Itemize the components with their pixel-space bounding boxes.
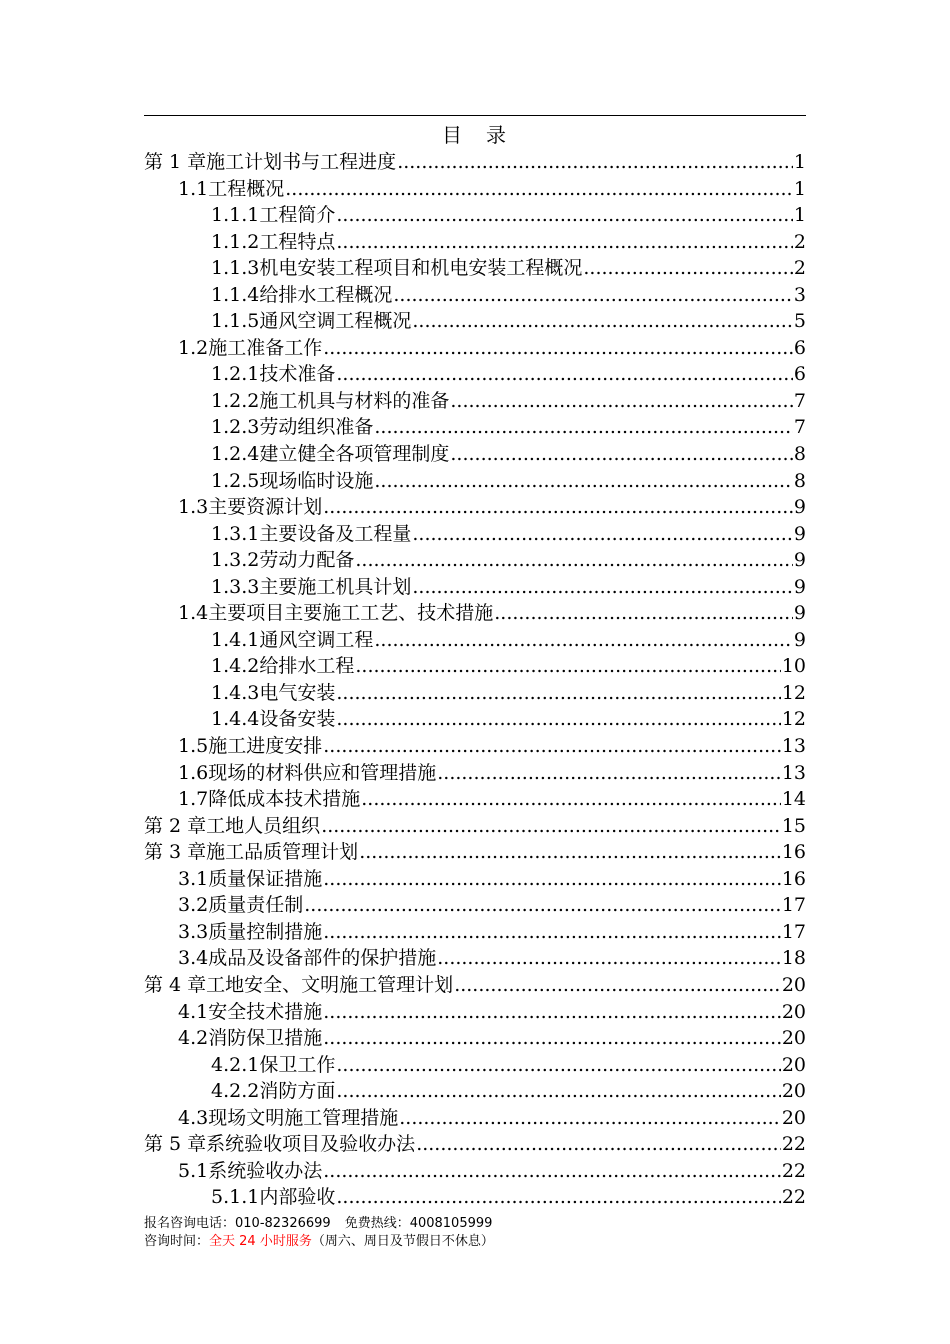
toc-entry-number: 1.4.4 <box>211 708 260 731</box>
toc-entry-title: 工程简介 <box>259 204 336 227</box>
toc-entry-title: 给排水工程概况 <box>259 283 393 306</box>
toc-entry-title: 现场文明施工管理措施 <box>208 1106 399 1129</box>
toc-dot-leader <box>321 813 781 840</box>
toc-entry-number: 1.7 <box>178 788 209 811</box>
toc-dot-leader <box>323 919 781 946</box>
toc-entry-title: 质量责任制 <box>208 894 304 917</box>
toc-entry-number: 1.2.3 <box>211 416 260 439</box>
header-rule <box>144 115 806 116</box>
toc-entry-number: 1.1 <box>178 177 209 200</box>
toc-entry-page: 2 <box>793 257 806 280</box>
toc-entry-title: 施工机具与材料的准备 <box>259 389 450 412</box>
toc-entry-number: 1.1.2 <box>211 230 260 253</box>
toc-dot-leader <box>323 494 793 521</box>
toc-entry-number: 第 2 章 <box>144 814 207 837</box>
toc-entry-page: 9 <box>793 575 806 598</box>
toc-entry[interactable] <box>144 999 806 1026</box>
toc-dot-leader <box>450 441 793 468</box>
toc-dot-leader <box>397 149 793 176</box>
toc-entry-page: 1 <box>793 151 806 173</box>
toc-entry-title: 建立健全各项管理制度 <box>259 443 450 466</box>
toc-entry-page: 16 <box>781 867 806 890</box>
toc-entry-number: 5.1 <box>178 1159 209 1182</box>
hours-highlight: 全天 24 小时服务 <box>209 1234 312 1249</box>
toc-entry-page: 1 <box>793 204 806 227</box>
toc-entry[interactable] <box>144 627 806 654</box>
toc-entry-number: 1.6 <box>178 761 209 784</box>
toc-entry-title: 技术准备 <box>259 363 336 386</box>
toc-entry-page: 9 <box>793 628 806 651</box>
toc-dot-leader <box>374 414 793 441</box>
toc-entry-page: 22 <box>781 1186 806 1209</box>
toc-dot-leader <box>399 1105 781 1132</box>
toc-entry-number: 4.1 <box>178 1000 209 1023</box>
toc-dot-leader <box>494 600 793 627</box>
toc-entry[interactable] <box>144 335 806 362</box>
toc-entry[interactable] <box>144 892 806 919</box>
toc-entry-title: 工地人员组织 <box>206 814 321 837</box>
toc-entry-title: 主要施工机具计划 <box>259 575 412 598</box>
toc-entry-page: 9 <box>793 602 806 625</box>
toc-entry-page: 8 <box>793 443 806 466</box>
toc-entry-title: 成品及设备部件的保护措施 <box>208 947 437 970</box>
toc-dot-leader <box>323 335 793 362</box>
toc-entry-number: 1.2.4 <box>211 443 260 466</box>
toc-entry-number: 1.1.3 <box>211 257 260 280</box>
toc-entry[interactable] <box>144 653 806 680</box>
toc-entry-page: 12 <box>781 708 806 731</box>
toc-dot-leader <box>323 1158 781 1185</box>
toc-dot-leader <box>323 733 781 760</box>
toc-entry[interactable] <box>144 760 806 787</box>
toc-entry-number: 第 4 章 <box>144 973 207 996</box>
toc-entry[interactable] <box>144 1025 806 1052</box>
toc-entry-title: 工地安全、文明施工管理计划 <box>206 973 454 996</box>
toc-dot-leader <box>323 999 781 1026</box>
toc-entry-number: 1.2 <box>178 336 209 359</box>
toc-entry-page: 20 <box>781 1053 806 1076</box>
toc-entry-number: 第 3 章 <box>144 841 207 864</box>
toc-entry-title: 工程概况 <box>208 177 285 200</box>
footer-hours-line <box>144 1233 806 1251</box>
toc-entry-number: 1.3.2 <box>211 549 260 572</box>
toc-entry-page: 20 <box>781 1027 806 1050</box>
toc-entry-page: 9 <box>793 549 806 572</box>
toc-entry-number: 1.5 <box>178 735 209 758</box>
toc-entry[interactable] <box>144 441 806 468</box>
toc-entry-title: 工程特点 <box>259 230 336 253</box>
toc-entry-page: 20 <box>781 1000 806 1023</box>
toc-dot-leader <box>393 282 793 309</box>
toc-entry-page: 3 <box>793 283 806 306</box>
toc-dot-leader <box>336 229 793 256</box>
toc-entry[interactable] <box>144 866 806 893</box>
toc-dot-leader <box>437 760 781 787</box>
toc-entry-page: 8 <box>793 469 806 492</box>
toc-entry-title: 劳动组织准备 <box>259 416 374 439</box>
hotline-number: 4008105999 <box>409 1216 493 1231</box>
toc-entry-number: 1.2.1 <box>211 363 260 386</box>
toc-entry-title: 质量保证措施 <box>208 867 323 890</box>
toc-entry-page: 6 <box>793 336 806 359</box>
toc-entry-title: 主要资源计划 <box>208 496 323 519</box>
toc-entry-number: 3.1 <box>178 867 209 890</box>
toc-entry[interactable] <box>144 574 806 601</box>
toc-entry-number: 1.3 <box>178 496 209 519</box>
toc-entry[interactable] <box>144 813 806 840</box>
toc-dot-leader <box>412 308 793 335</box>
toc-dot-leader <box>374 468 793 495</box>
toc-entry-page: 13 <box>781 761 806 784</box>
toc-entry[interactable] <box>144 945 806 972</box>
toc-entry-title: 机电安装工程项目和机电安装工程概况 <box>259 257 583 280</box>
toc-entry-page: 9 <box>793 496 806 519</box>
toc-entry-page: 20 <box>781 973 806 996</box>
toc-entry[interactable] <box>144 1131 806 1158</box>
toc-entry[interactable] <box>144 176 806 203</box>
toc-entry-title: 质量控制措施 <box>208 920 323 943</box>
toc-entry[interactable] <box>144 149 806 176</box>
hotline-label: 免费热线： <box>344 1216 410 1231</box>
toc-entry[interactable] <box>144 680 806 707</box>
toc-entry-page: 20 <box>781 1080 806 1103</box>
toc-entry-number: 第 5 章 <box>144 1133 207 1156</box>
toc-entry-number: 1.1.1 <box>211 204 260 227</box>
toc-dot-leader <box>361 786 781 813</box>
toc-entry[interactable] <box>144 282 806 309</box>
toc-entry-title: 施工进度安排 <box>208 735 323 758</box>
toc-dot-leader <box>336 361 793 388</box>
toc-entry-number: 1.2.5 <box>211 469 260 492</box>
toc-entry-page: 20 <box>781 1106 806 1129</box>
toc-entry[interactable] <box>144 1105 806 1132</box>
toc-entry-title: 内部验收 <box>259 1186 336 1209</box>
toc-dot-leader <box>323 1025 781 1052</box>
phone-number: 010-82326699 <box>235 1216 331 1231</box>
toc-entry[interactable] <box>144 361 806 388</box>
toc-dot-leader <box>412 574 793 601</box>
toc-entry[interactable] <box>144 308 806 335</box>
toc-dot-leader <box>336 1052 780 1079</box>
toc-title: 目 录 <box>442 123 508 147</box>
toc-entry[interactable] <box>144 255 806 282</box>
toc-entry-number: 4.2.1 <box>211 1053 260 1076</box>
toc-entry-page: 18 <box>781 947 806 970</box>
toc-entry-title: 通风空调工程概况 <box>259 310 412 333</box>
toc-entry-number: 4.2 <box>178 1027 209 1050</box>
toc-dot-leader <box>336 1184 780 1211</box>
toc-dot-leader <box>355 653 780 680</box>
toc-entry[interactable] <box>144 202 806 229</box>
toc-entry-number: 3.2 <box>178 894 209 917</box>
toc-entry-title: 降低成本技术措施 <box>208 788 361 811</box>
toc-dot-leader <box>359 839 781 866</box>
toc-entry-page: 22 <box>781 1159 806 1182</box>
toc-entry-title: 通风空调工程 <box>259 628 374 651</box>
toc-entry-page: 6 <box>793 363 806 386</box>
toc-entry-page: 1 <box>793 177 806 200</box>
toc-entry-number: 1.3.1 <box>211 522 260 545</box>
toc-dot-leader <box>336 706 780 733</box>
toc-dot-leader <box>416 1131 781 1158</box>
toc-entry-title: 给排水工程 <box>259 655 355 678</box>
toc-entry-page: 2 <box>793 230 806 253</box>
toc-entry-page: 7 <box>793 416 806 439</box>
toc-dot-leader <box>336 1078 780 1105</box>
toc-entry[interactable] <box>144 1184 806 1211</box>
toc-entry-title: 施工品质管理计划 <box>206 841 359 864</box>
toc-entry-page: 12 <box>781 681 806 704</box>
toc-entry-number: 1.4.1 <box>211 628 260 651</box>
toc-entry[interactable] <box>144 494 806 521</box>
hours-note: （周六、周日及节假日不休息） <box>311 1234 494 1249</box>
toc-entry-title: 消防方面 <box>259 1080 336 1103</box>
toc-entry-page: 22 <box>781 1133 806 1156</box>
toc-entry[interactable] <box>144 706 806 733</box>
footer-contact-line <box>144 1215 806 1233</box>
toc-entry-number: 1.1.4 <box>211 283 260 306</box>
toc-entry-page: 5 <box>793 310 806 333</box>
toc-entry[interactable] <box>144 972 806 999</box>
toc-entry-number: 4.3 <box>178 1106 209 1129</box>
toc-dot-leader <box>412 521 793 548</box>
toc-entry-title: 主要设备及工程量 <box>259 522 412 545</box>
toc-entry[interactable] <box>144 229 806 256</box>
toc-entry-number: 1.4.2 <box>211 655 260 678</box>
toc-dot-leader <box>583 255 793 282</box>
toc-entry-page: 17 <box>781 894 806 917</box>
toc-entry[interactable] <box>144 733 806 760</box>
toc-entry[interactable] <box>144 414 806 441</box>
toc-entry-title: 设备安装 <box>259 708 336 731</box>
toc-entry-number: 1.4 <box>178 602 209 625</box>
toc-dot-leader <box>374 627 793 654</box>
toc-entry-number: 1.4.3 <box>211 681 260 704</box>
toc-entry-number: 5.1.1 <box>211 1186 260 1209</box>
toc-entry-title: 系统验收办法 <box>208 1159 323 1182</box>
toc-entry-number: 3.4 <box>178 947 209 970</box>
toc-entry-page: 13 <box>781 735 806 758</box>
toc-entry-number: 1.3.3 <box>211 575 260 598</box>
toc-entry-page: 9 <box>793 522 806 545</box>
toc-entry[interactable] <box>144 547 806 574</box>
toc-dot-leader <box>323 866 781 893</box>
toc-entry-title: 系统验收项目及验收办法 <box>206 1133 416 1156</box>
toc-entry-title: 施工准备工作 <box>208 336 323 359</box>
toc-dot-leader <box>285 176 793 203</box>
toc-entry-number: 1.1.5 <box>211 310 260 333</box>
toc-entry[interactable] <box>144 786 806 813</box>
toc-entry-page: 17 <box>781 920 806 943</box>
toc-dot-leader <box>454 972 781 999</box>
toc-entry-title: 施工计划书与工程进度 <box>206 151 397 173</box>
toc-entry-title: 电气安装 <box>259 681 336 704</box>
toc-dot-leader <box>355 547 793 574</box>
toc-entry[interactable] <box>144 521 806 548</box>
toc-entry[interactable] <box>144 1158 806 1185</box>
toc-entry-title: 消防保卫措施 <box>208 1027 323 1050</box>
table-of-contents <box>144 149 806 1211</box>
toc-entry-number: 1.2.2 <box>211 389 260 412</box>
toc-entry-title: 主要项目主要施工工艺、技术措施 <box>208 602 494 625</box>
toc-dot-leader <box>336 680 780 707</box>
toc-entry[interactable] <box>144 839 806 866</box>
toc-entry-number: 3.3 <box>178 920 209 943</box>
toc-entry[interactable] <box>144 468 806 495</box>
toc-dot-leader <box>437 945 781 972</box>
toc-entry[interactable] <box>144 919 806 946</box>
toc-dot-leader <box>304 892 781 919</box>
toc-entry-number: 4.2.2 <box>211 1080 260 1103</box>
hours-label: 咨询时间： <box>144 1234 210 1249</box>
toc-entry-title: 保卫工作 <box>259 1053 336 1076</box>
toc-entry[interactable] <box>144 1078 806 1105</box>
phone-label: 报名咨询电话： <box>144 1216 236 1231</box>
page-footer <box>144 1215 806 1251</box>
toc-entry-page: 15 <box>781 814 806 837</box>
toc-entry-number: 第 1 章 <box>144 151 207 173</box>
toc-entry-page: 10 <box>781 655 806 678</box>
toc-entry-title: 劳动力配备 <box>259 549 355 572</box>
toc-entry[interactable] <box>144 600 806 627</box>
toc-entry-page: 14 <box>781 788 806 811</box>
toc-entry-title: 安全技术措施 <box>208 1000 323 1023</box>
toc-dot-leader <box>336 202 793 229</box>
toc-dot-leader <box>450 388 793 415</box>
toc-entry[interactable] <box>144 388 806 415</box>
toc-entry-page: 16 <box>781 841 806 864</box>
toc-entry[interactable] <box>144 1052 806 1079</box>
toc-entry-title: 现场的材料供应和管理措施 <box>208 761 437 784</box>
toc-entry-page: 7 <box>793 389 806 412</box>
toc-entry-title: 现场临时设施 <box>259 469 374 492</box>
